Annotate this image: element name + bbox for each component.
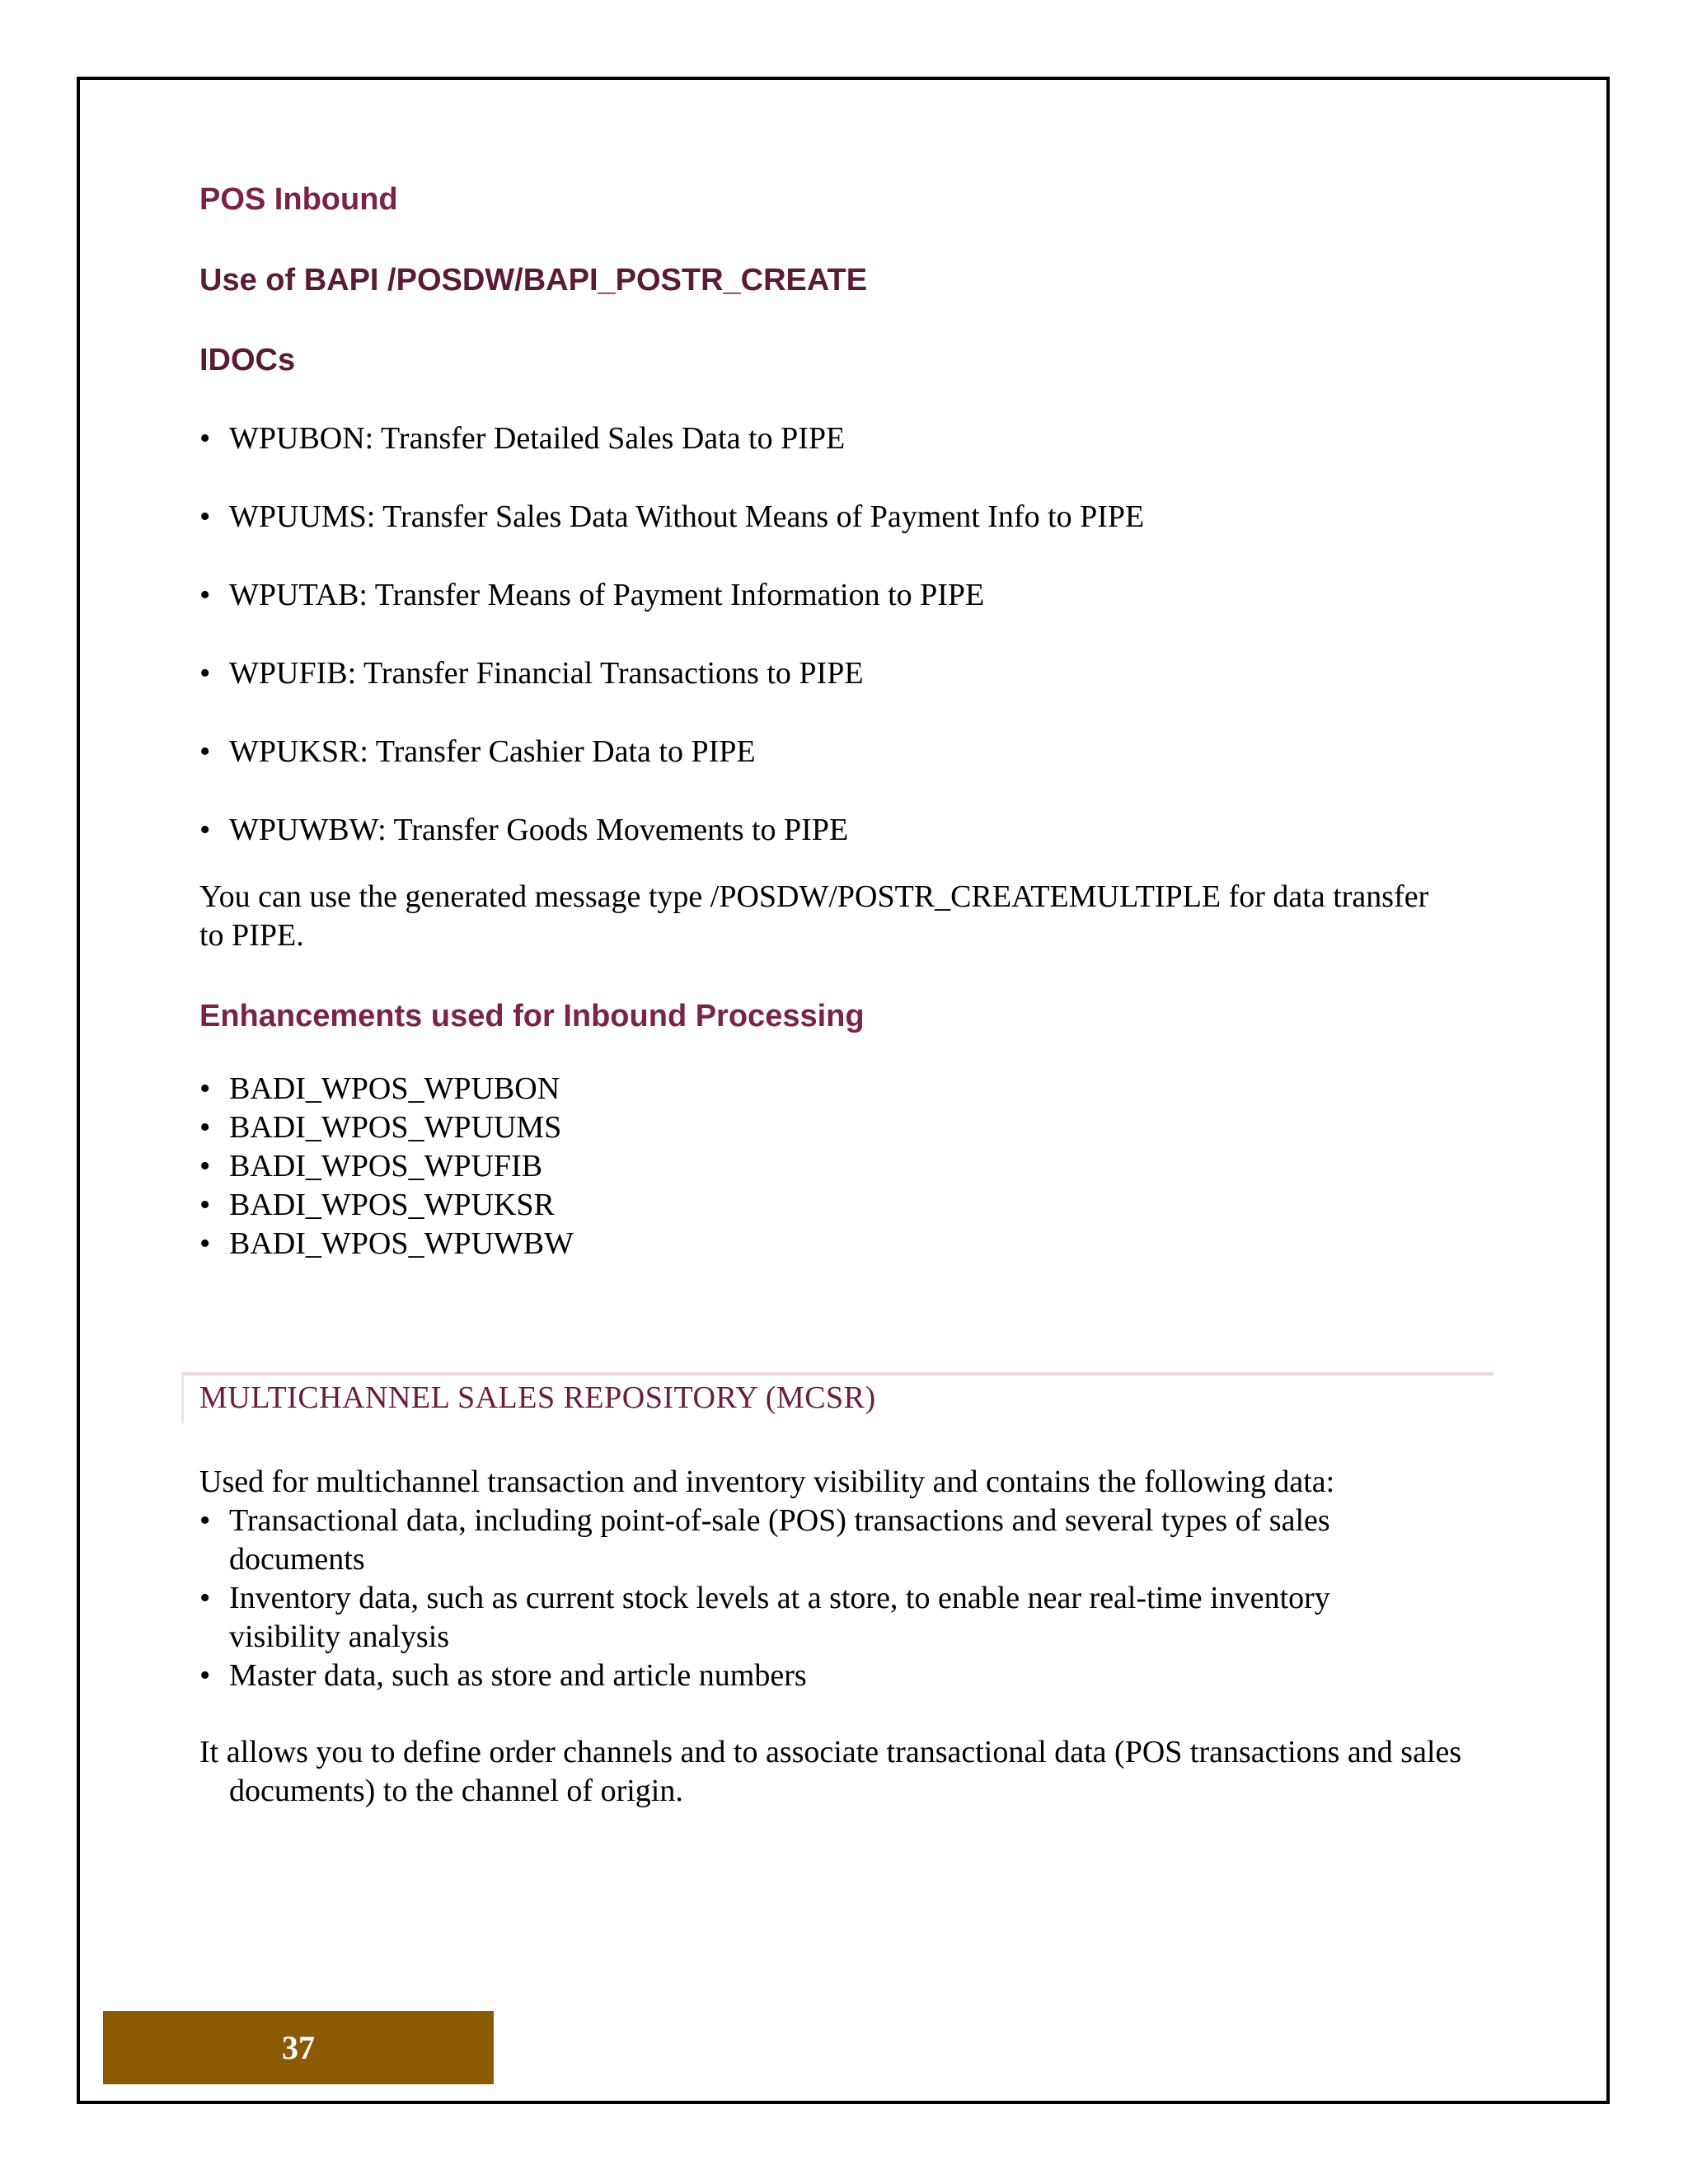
list-item: • WPUWBW: Transfer Goods Movements to PIPE bbox=[199, 811, 1485, 850]
page-number: 37 bbox=[282, 2029, 315, 2066]
list-item: • WPUTAB: Transfer Means of Payment Information to PIPE bbox=[199, 576, 1485, 615]
list-item: • Inventory data, such as current stock levels at a store, to enable near real-time inventory visibility analysis bbox=[199, 1579, 1419, 1657]
subheading-idocs: IDOCs bbox=[199, 343, 296, 378]
idoc-list bbox=[199, 419, 1485, 850]
section-heading-mcsr: MULTICHANNEL SALES REPOSITORY (MCSR) bbox=[199, 1380, 876, 1415]
list-item: • WPUKSR: Transfer Cashier Data to PIPE bbox=[199, 733, 1485, 771]
list-item: • BADI_WPOS_WPUUMS bbox=[199, 1108, 1485, 1147]
mcsr-closing-paragraph: It allows you to define order channels and to associate transactional data (POS transactions and sales documents) to the channel of origin. bbox=[199, 1735, 1462, 1808]
page-number-box bbox=[103, 2011, 494, 2084]
mcsr-intro: Used for multichannel transaction and inventory visibility and contains the following data: bbox=[199, 1465, 1335, 1499]
mcsr-content bbox=[199, 1463, 1485, 1811]
main-content bbox=[199, 181, 1485, 1263]
list-item: • WPUUMS: Transfer Sales Data Without Means of Payment Info to PIPE bbox=[199, 498, 1485, 537]
list-item: • WPUBON: Transfer Detailed Sales Data to PIPE bbox=[199, 419, 1485, 458]
list-item: • BADI_WPOS_WPUKSR bbox=[199, 1186, 1485, 1225]
list-item: • BADI_WPOS_WPUFIB bbox=[199, 1147, 1485, 1186]
list-item: • Transactional data, including point-of-sale (POS) transactions and several types of sales documents bbox=[199, 1502, 1419, 1579]
message-type-paragraph: You can use the generated message type /POSDW/POSTR_CREATEMULTIPLE for data transfer to PIPE. bbox=[199, 879, 1429, 953]
mcsr-data-list bbox=[199, 1502, 1419, 1695]
subheading-enhancements: Enhancements used for Inbound Processing bbox=[199, 998, 865, 1033]
list-item: • BADI_WPOS_WPUBON bbox=[199, 1070, 1485, 1108]
list-item: • WPUFIB: Transfer Financial Transactions to PIPE bbox=[199, 654, 1485, 693]
subheading-bapi: Use of BAPI /POSDW/BAPI_POSTR_CREATE bbox=[199, 262, 868, 298]
enhancement-list bbox=[199, 1070, 1485, 1263]
section-heading-pos-inbound: POS Inbound bbox=[199, 182, 398, 217]
list-item: • BADI_WPOS_WPUWBW bbox=[199, 1225, 1485, 1263]
list-item: • Master data, such as store and article numbers bbox=[199, 1657, 1419, 1695]
